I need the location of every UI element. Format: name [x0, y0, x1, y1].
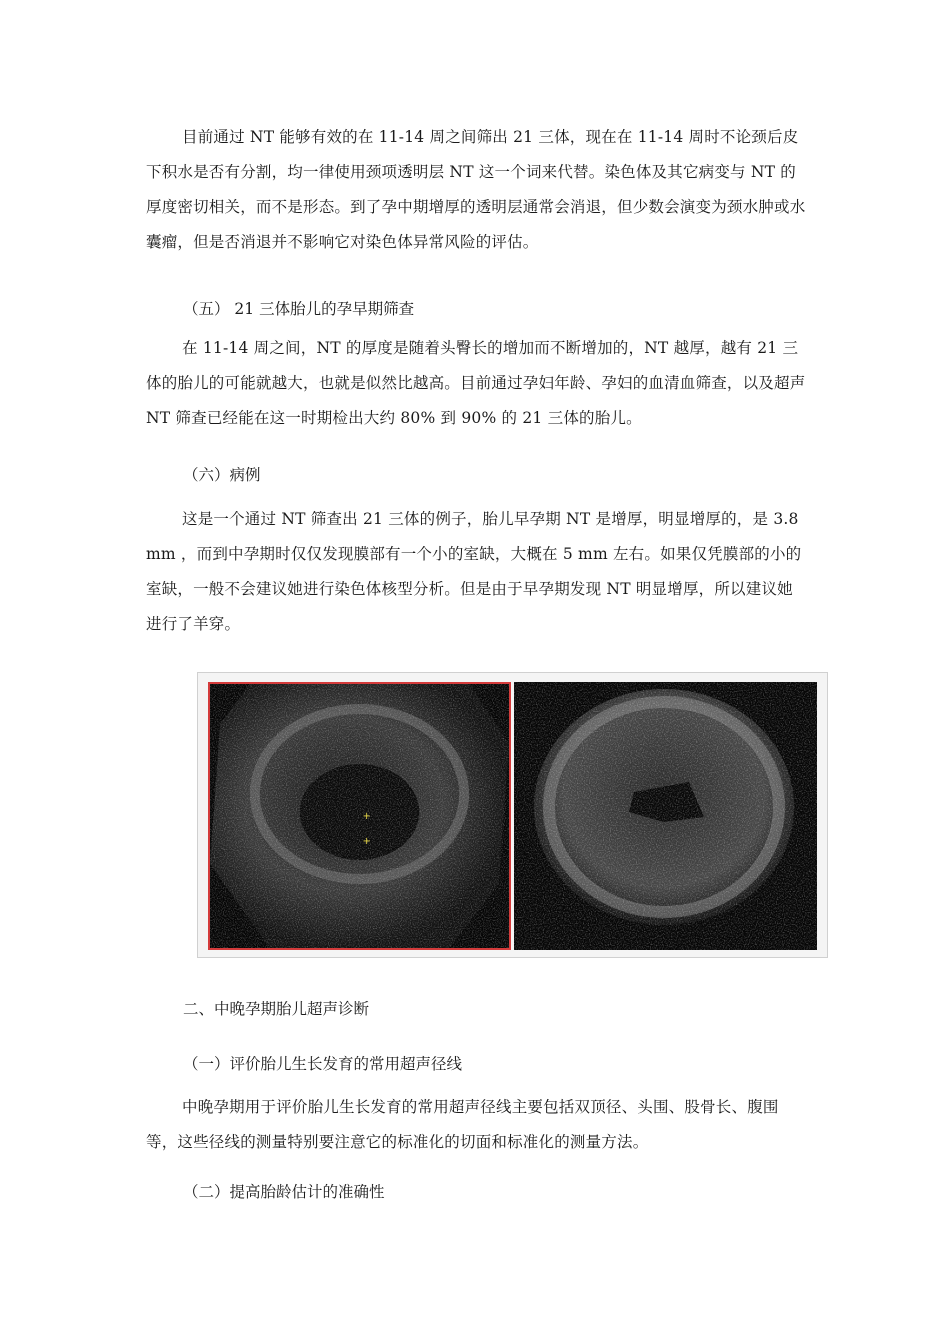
- paragraph-first-trimester: 在 11-14 周之间，NT 的厚度是随着头臀长的增加而不断增加的，NT 越厚，越有 21 三体的胎儿的可能就越大，也就是似然比越高。目前通过孕妇年龄、孕妇的血清血筛查，以及超声 NT 筛查已经能在这一时期检出大约 80% 到 90% 的 21 三体的胎儿。: [146, 339, 806, 427]
- heading-part-2: 二、中晚孕期胎儿超声诊断: [183, 1000, 370, 1018]
- heading-section-6: （六）病例: [183, 466, 261, 484]
- ultrasound-figure: [197, 672, 828, 958]
- svg-text:+: +: [362, 835, 371, 848]
- ultrasound-image-nt: [208, 682, 511, 950]
- heading-section-1: （一）评价胎儿生长发育的常用超声径线: [183, 1055, 463, 1073]
- ultrasound-image-heart: [514, 682, 817, 950]
- paragraph-case: 这是一个通过 NT 筛查出 21 三体的例子，胎儿早孕期 NT 是增厚，明显增厚的，是 3.8 mm ，而到中孕期时仅仅发现膜部有一个小的室缺，大概在 5 mm 左右。如果仅凭膜部的小的室缺，一般不会建议她进行染色体核型分析。但是由于早孕期发现 NT 明显增厚，所以建议她进行了羊穿。: [146, 510, 802, 633]
- svg-text:+: +: [362, 810, 371, 823]
- paragraph-nt-screening: 目前通过 NT 能够有效的在 11-14 周之间筛出 21 三体，现在在 11-14 周时不论颈后皮下积水是否有分割，均一律使用颈项透明层 NT 这一个词来代替。染色体及其它病变与 NT 的厚度密切相关，而不是形态。到了孕中期增厚的透明层通常会消退，但少数会演变为颈水肿或水囊瘤，但是否消退并不影响它对染色体异常风险的评估。: [146, 128, 806, 251]
- heading-section-5: （五） 21 三体胎儿的孕早期筛查: [183, 300, 415, 318]
- heading-section-2: （二）提高胎龄估计的准确性: [183, 1183, 385, 1201]
- paragraph-biometry: 中晚孕期用于评价胎儿生长发育的常用超声径线主要包括双顶径、头围、股骨长、腹围等，这些径线的测量特别要注意它的标准化的切面和标准化的测量方法。: [146, 1098, 779, 1151]
